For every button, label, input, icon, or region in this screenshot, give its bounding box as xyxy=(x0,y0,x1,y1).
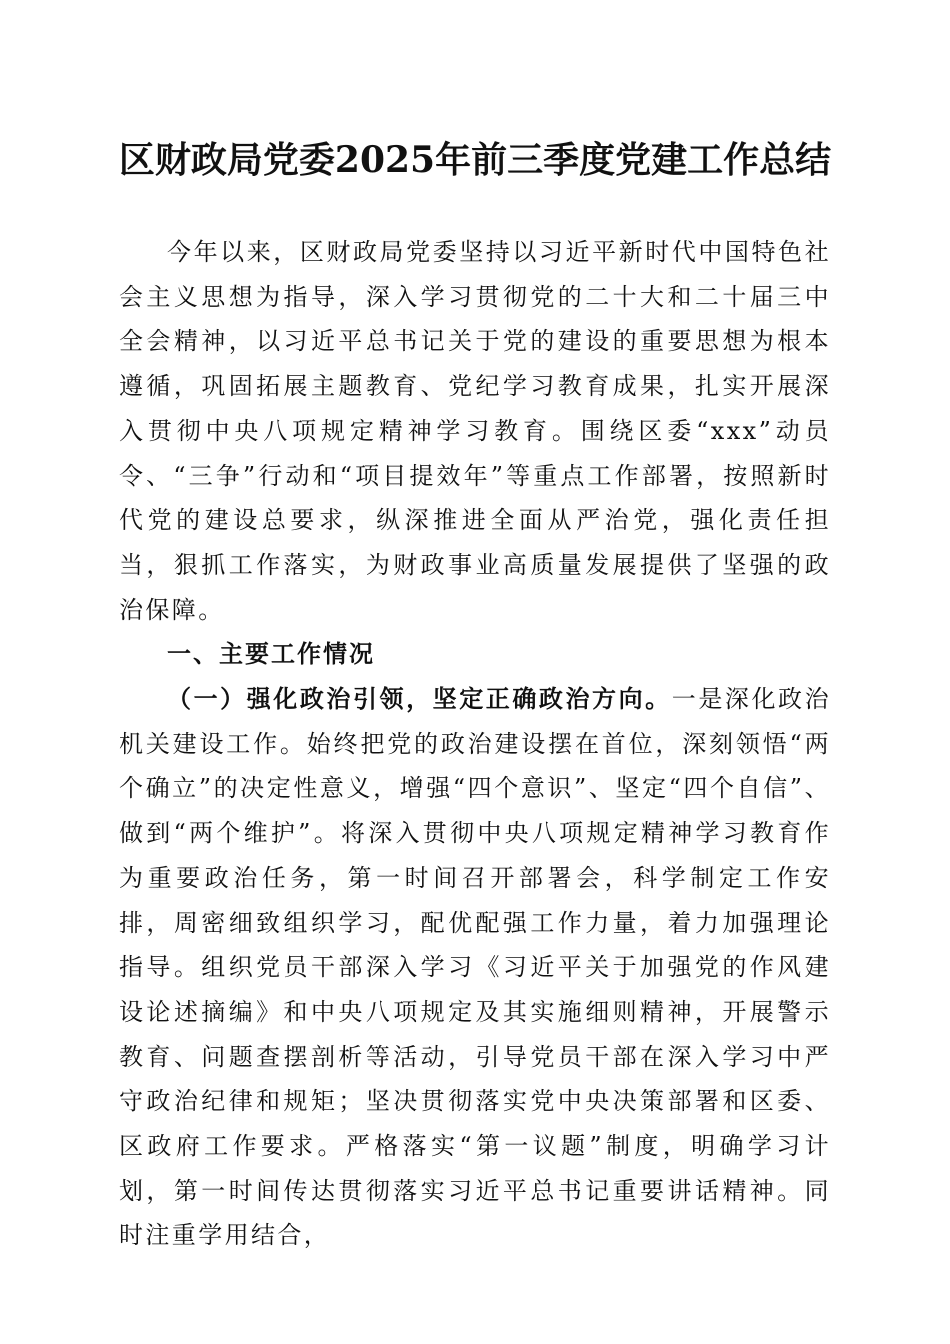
intro-paragraph: 今年以来，区财政局党委坚持以习近平新时代中国特色社会主义思想为指导，深入学习贯彻党的二十大和二十届三中全会精神，以习近平总书记关于党的建设的重要思想为根本遵循，巩固拓展主题教育、党纪学习教育成果，扎实开展深入贯彻中央八项规定精神学习教育。围绕区委“xxx”动员令、“三争”行动和“项目提效年”等重点工作部署，按照新时代党的建设总要求，纵深推进全面从严治党，强化责任担当，狠抓工作落实，为财政事业高质量发展提供了坚强的政治保障。 xyxy=(119,238,831,624)
subsection-paragraph xyxy=(119,677,831,1258)
document-title: 区财政局党委2025年前三季度党建工作总结 xyxy=(118,139,832,181)
section-heading: 一、主要工作情况 xyxy=(167,640,375,669)
subsection-lead: （一）强化政治引领，坚定正确政治方向。 xyxy=(167,684,672,714)
subsection-text: 一是深化政治机关建设工作。始终把党的政治建设摆在首位，深刻领悟“两个确立”的决定性意义，增强“四个意识”、坚定“四个自信”、做到“两个维护”。将深入贯彻中央八项规定精神学习教育作为重要政治任务，第一时间召开部署会，科学制定工作安排，周密细致组织学习，配优配强工作力量，着力加强理论指导。组织党员干部深入学习《习近平关于加强党的作风建设论述摘编》和中央八项规定及其实施细则精神，开展警示教育、问题查摆剖析等活动，引导党员干部在深入学习中严守政治纪律和规矩；坚决贯彻落实党中央决策部署和区委、区政府工作要求。严格落实“第一议题”制度，明确学习计划，第一时间传达贯彻落实习近平总书记重要讲话精神。同时注重学用结合， xyxy=(119,685,831,1250)
document-body xyxy=(119,230,831,1258)
